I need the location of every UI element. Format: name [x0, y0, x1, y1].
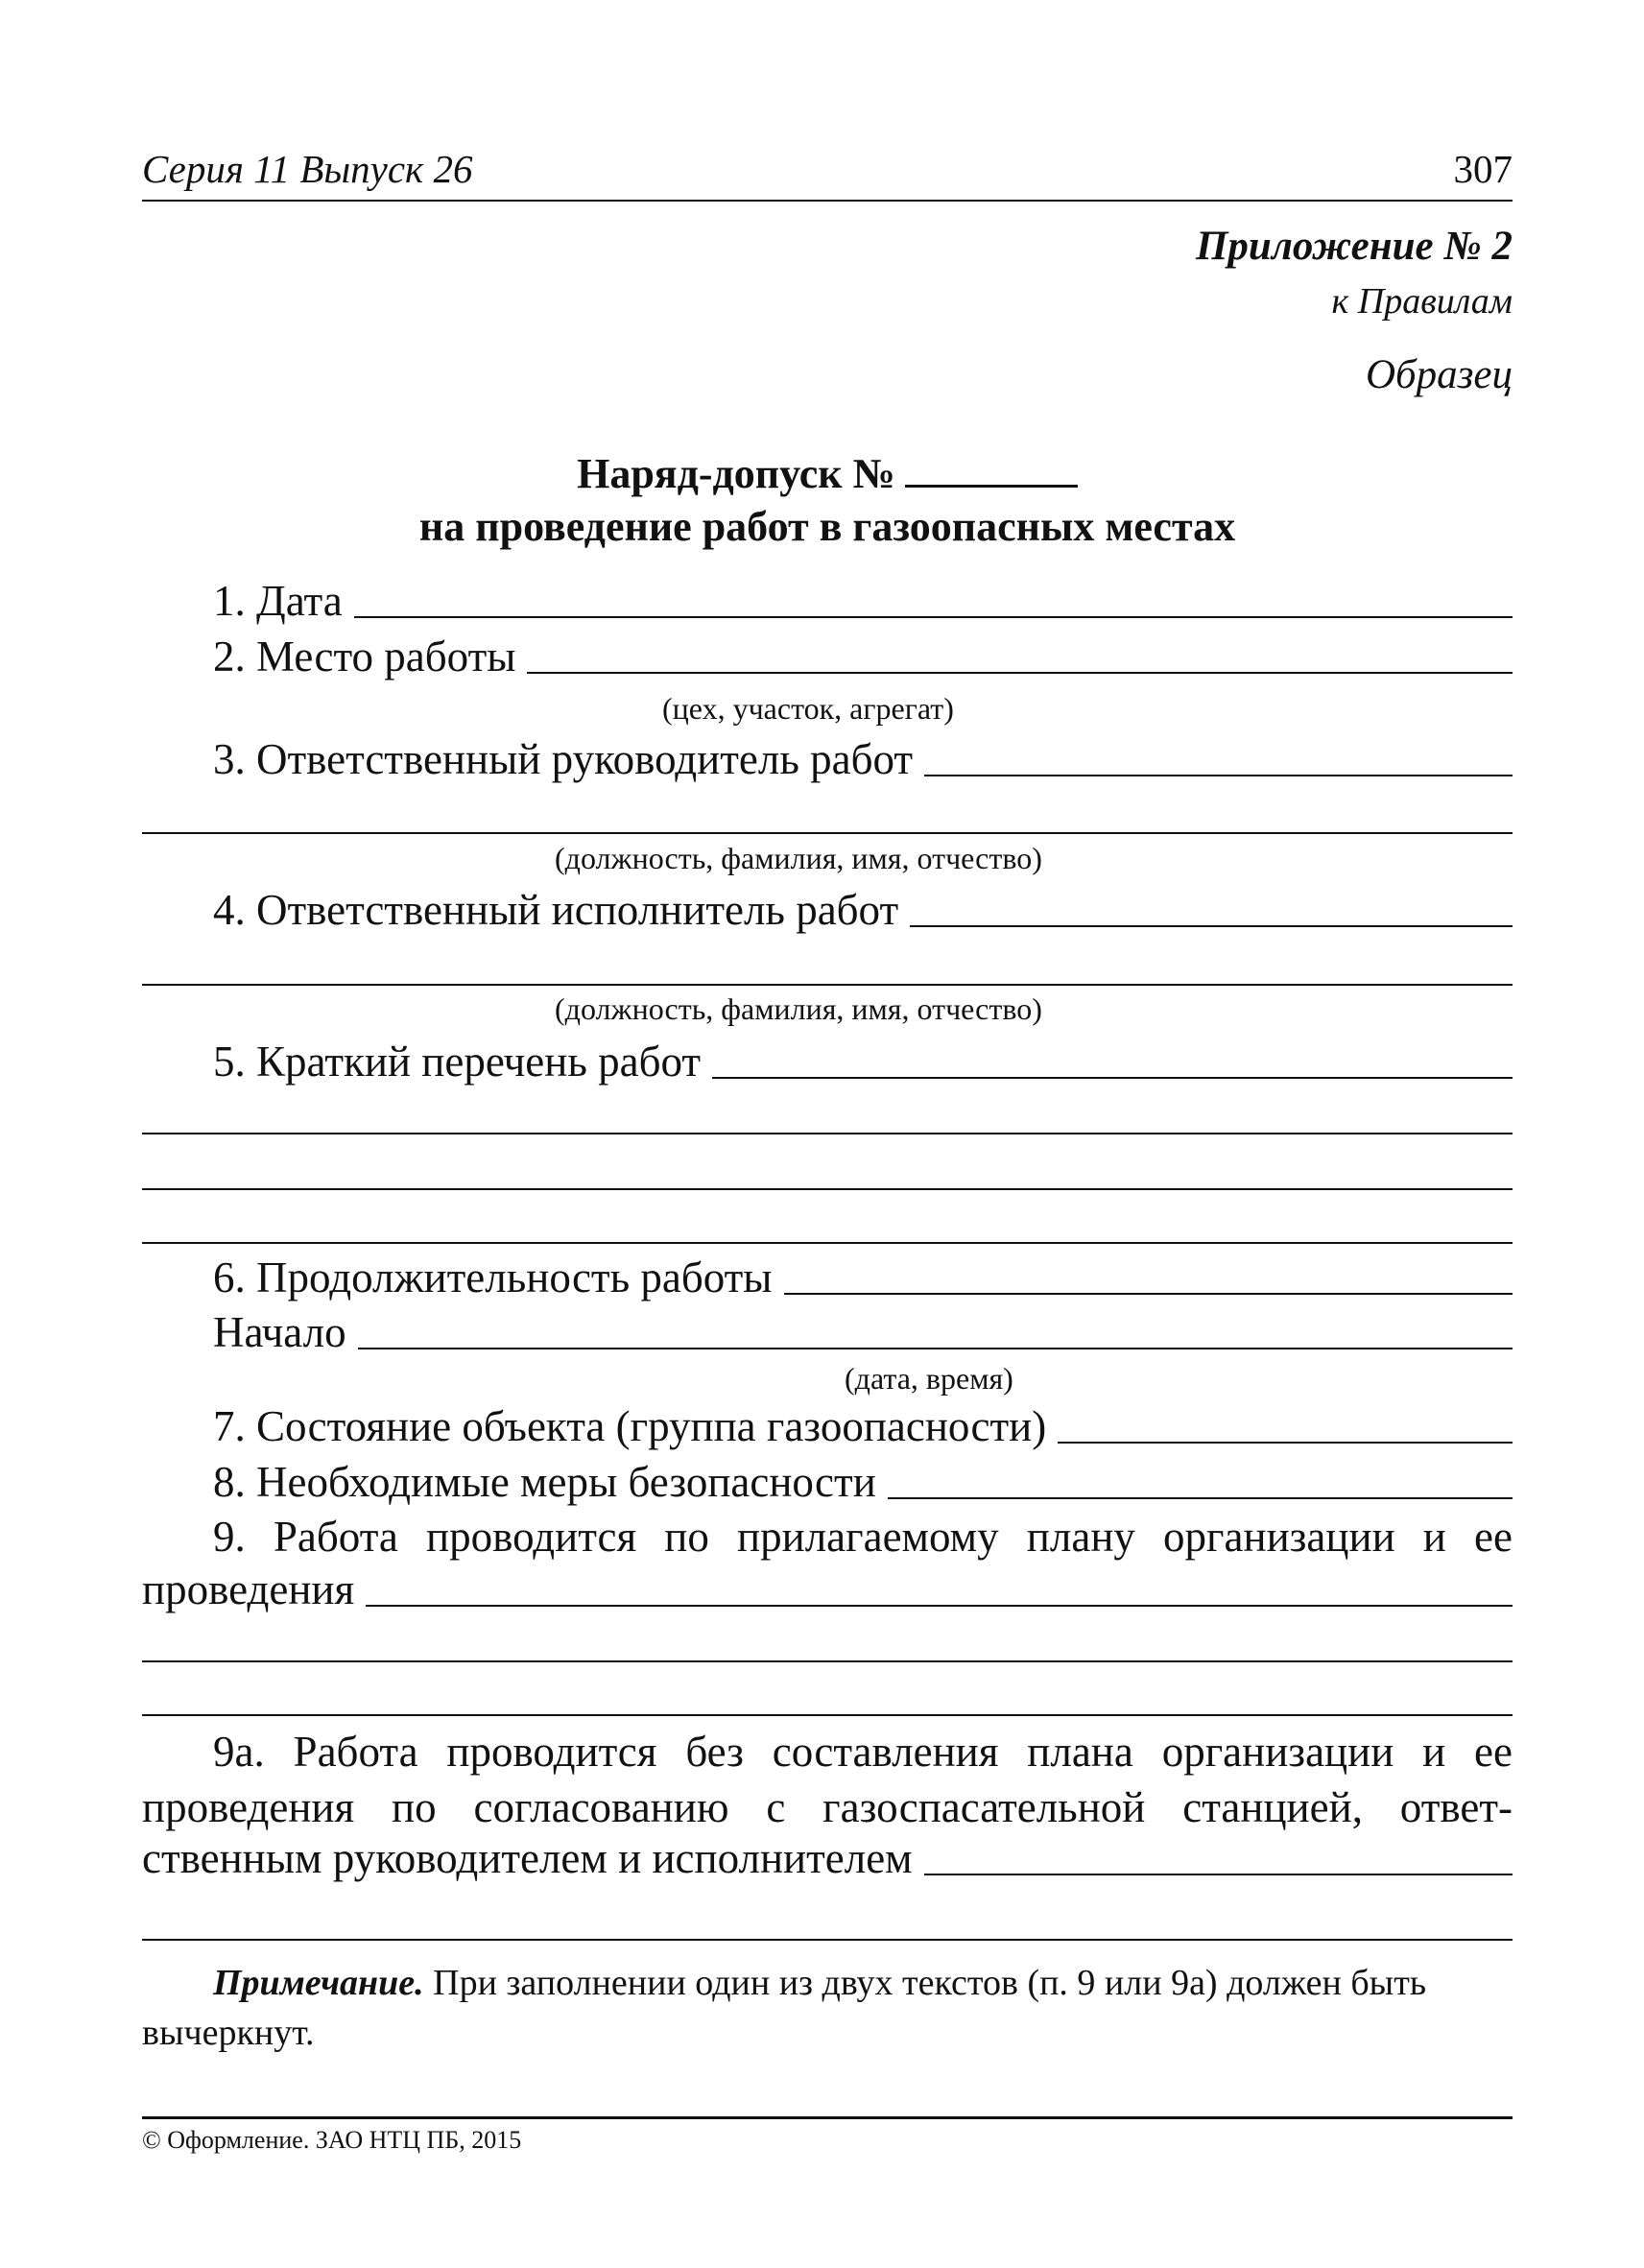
- note: [142, 1958, 1513, 2058]
- field-workplace-label: 2. Место работы: [213, 633, 516, 680]
- field-date-label: 1. Дата: [213, 577, 343, 625]
- field-duration-label: 6. Продолжительность работы: [213, 1253, 773, 1301]
- note-heading: Примечание.: [213, 1963, 424, 2003]
- field-start-label: Начало: [213, 1308, 346, 1356]
- field-plan: [142, 1564, 1513, 1614]
- field-responsible-executor-blank-2[interactable]: [142, 984, 1513, 986]
- header-rule: [142, 200, 1513, 202]
- field-date-blank[interactable]: [354, 578, 1513, 618]
- sample-label: Образец: [1365, 352, 1513, 397]
- field-plan-blank-3[interactable]: [142, 1714, 1513, 1716]
- field-plan-blank[interactable]: [366, 1566, 1513, 1607]
- document-subtitle: на проведение работ в газоопасных местах: [418, 503, 1236, 550]
- workplace-caption: (цех, участок, агрегат): [662, 691, 954, 726]
- field-safety-measures: [142, 1457, 1513, 1507]
- field-safety-measures-blank[interactable]: [888, 1459, 1513, 1499]
- field-responsible-executor-label: 4. Ответственный исполнитель работ: [213, 886, 899, 934]
- field-responsible-executor: [142, 885, 1513, 935]
- field-no-plan-line2: проведения по согласованию с газоспасательной станцией, ответ-: [142, 1783, 1513, 1831]
- permit-number-blank[interactable]: [905, 448, 1078, 488]
- document-title-text: Наряд-допуск №: [577, 450, 895, 497]
- field-no-plan-blank[interactable]: [924, 1835, 1513, 1875]
- field-start: [142, 1307, 1513, 1357]
- field-responsible-manager-blank-2[interactable]: [142, 832, 1513, 834]
- field-responsible-manager-blank[interactable]: [924, 736, 1513, 776]
- manager-caption: (должность, фамилия, имя, отчество): [555, 841, 1042, 875]
- appendix-title: Приложение № 2: [1195, 224, 1513, 269]
- field-work-list: [142, 1037, 1513, 1086]
- field-workplace: [142, 632, 1513, 681]
- page-number: 307: [1453, 147, 1513, 191]
- field-plan-blank-2[interactable]: [142, 1660, 1513, 1662]
- field-object-state: [142, 1401, 1513, 1451]
- executor-caption: (должность, фамилия, имя, отчество): [555, 991, 1042, 1026]
- field-no-plan: [142, 1833, 1513, 1883]
- field-responsible-manager-label: 3. Ответственный руководитель работ: [213, 735, 914, 783]
- field-responsible-manager: [142, 734, 1513, 784]
- field-date: [142, 576, 1513, 626]
- field-work-list-blank-2[interactable]: [142, 1133, 1513, 1134]
- footer-rule: [142, 2116, 1513, 2119]
- note-text: При заполнении один из двух текстов (п. 9 или 9а) должен быть вычеркнут.: [142, 1963, 1427, 2053]
- field-no-plan-line1: 9а. Работа проводится без составления плана организации и ее: [213, 1728, 1513, 1776]
- field-plan-label: проведения: [142, 1565, 355, 1613]
- appendix-subtitle: к Правилам: [1331, 281, 1513, 322]
- document-title: [142, 448, 1513, 498]
- field-plan-text: 9. Работа проводится по прилагаемому плану организации и ее: [213, 1513, 1513, 1561]
- field-work-list-blank-4[interactable]: [142, 1242, 1513, 1244]
- series-label: Серия 11 Выпуск 26: [142, 147, 473, 191]
- field-safety-measures-label: 8. Необходимые меры безопасности: [213, 1458, 876, 1506]
- field-object-state-blank[interactable]: [1058, 1403, 1513, 1444]
- field-work-list-blank-3[interactable]: [142, 1188, 1513, 1190]
- field-start-blank[interactable]: [358, 1309, 1513, 1349]
- start-caption: (дата, время): [845, 1361, 1013, 1396]
- field-work-list-label: 5. Краткий перечень работ: [213, 1038, 702, 1086]
- field-no-plan-label: ственным руководителем и исполнителем: [142, 1834, 913, 1882]
- field-object-state-label: 7. Состояние объекта (группа газоопасности): [213, 1402, 1047, 1450]
- field-responsible-executor-blank[interactable]: [910, 887, 1513, 927]
- field-no-plan-blank-2[interactable]: [142, 1939, 1513, 1941]
- field-duration-blank[interactable]: [784, 1254, 1513, 1295]
- field-workplace-blank[interactable]: [527, 633, 1513, 674]
- field-duration: [142, 1253, 1513, 1302]
- field-work-list-blank[interactable]: [712, 1039, 1513, 1079]
- copyright: © Оформление. ЗАО НТЦ ПБ, 2015: [142, 2126, 522, 2154]
